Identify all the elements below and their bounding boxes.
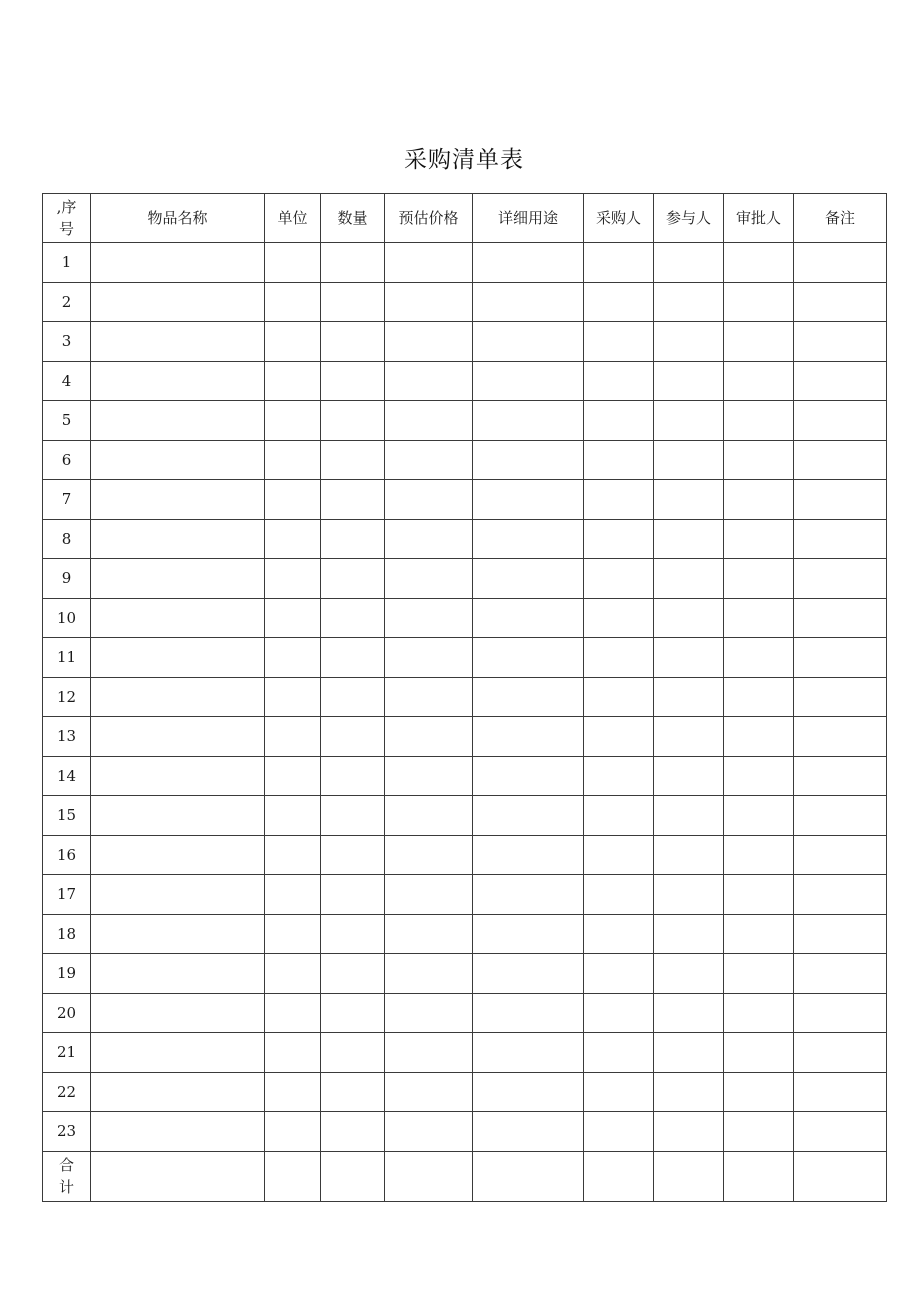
cell-approver[interactable] (724, 1112, 794, 1152)
cell-quantity[interactable] (321, 677, 385, 717)
cell-purpose[interactable] (473, 282, 584, 322)
cell-item-name[interactable] (91, 480, 265, 520)
cell-unit[interactable] (265, 954, 321, 994)
cell-remarks[interactable] (794, 756, 887, 796)
cell-participant[interactable] (654, 835, 724, 875)
cell-unit[interactable] (265, 1072, 321, 1112)
row-serial-number: 11 (43, 638, 91, 678)
table-row (43, 717, 887, 757)
table-row (43, 954, 887, 994)
cell-estimated-price[interactable] (385, 401, 473, 441)
table-body (43, 243, 887, 1202)
cell-participant[interactable] (654, 914, 724, 954)
cell-purpose[interactable] (473, 401, 584, 441)
cell-quantity[interactable] (321, 954, 385, 994)
row-serial-number: 5 (43, 401, 91, 441)
cell-purchaser[interactable] (584, 519, 654, 559)
cell-purpose[interactable] (473, 243, 584, 283)
cell-purpose[interactable] (473, 1033, 584, 1073)
cell-unit[interactable] (265, 519, 321, 559)
table-row (43, 1112, 887, 1152)
cell-purchaser[interactable] (584, 1072, 654, 1112)
cell-remarks[interactable] (794, 361, 887, 401)
cell-unit[interactable] (265, 1112, 321, 1152)
cell-estimated-price[interactable] (385, 519, 473, 559)
cell-remarks[interactable] (794, 1072, 887, 1112)
cell-unit[interactable] (265, 717, 321, 757)
cell-approver[interactable] (724, 598, 794, 638)
cell-quantity[interactable] (321, 638, 385, 678)
cell-purchaser[interactable] (584, 796, 654, 836)
cell-quantity[interactable] (321, 401, 385, 441)
cell-remarks[interactable] (794, 322, 887, 362)
cell-estimated-price[interactable] (385, 243, 473, 283)
cell-estimated-price[interactable] (385, 480, 473, 520)
table-row (43, 835, 887, 875)
cell-purpose[interactable] (473, 875, 584, 915)
cell-remarks[interactable] (794, 282, 887, 322)
cell-remarks[interactable] (794, 717, 887, 757)
cell-approver[interactable] (724, 559, 794, 599)
total-row (43, 1151, 887, 1201)
cell-quantity[interactable] (321, 914, 385, 954)
table-row (43, 756, 887, 796)
cell-estimated-price[interactable] (385, 1112, 473, 1152)
row-serial-number: 23 (43, 1112, 91, 1152)
cell-purpose[interactable] (473, 914, 584, 954)
cell-estimated-price[interactable] (385, 875, 473, 915)
cell-estimated-price[interactable] (385, 677, 473, 717)
cell-item-name[interactable] (91, 954, 265, 994)
cell-quantity[interactable] (321, 440, 385, 480)
cell-purpose[interactable] (473, 519, 584, 559)
cell-approver[interactable] (724, 401, 794, 441)
cell-remarks[interactable] (794, 835, 887, 875)
cell-purchaser[interactable] (584, 1033, 654, 1073)
cell-approver[interactable] (724, 519, 794, 559)
cell-estimated-price[interactable] (385, 756, 473, 796)
cell-remarks[interactable] (794, 1112, 887, 1152)
row-serial-number: 22 (43, 1072, 91, 1112)
cell-participant[interactable] (654, 440, 724, 480)
cell-unit[interactable] (265, 559, 321, 599)
cell-purpose[interactable] (473, 480, 584, 520)
cell-purchaser[interactable] (584, 598, 654, 638)
cell-item-name[interactable] (91, 282, 265, 322)
cell-unit[interactable] (265, 638, 321, 678)
cell-estimated-price[interactable] (385, 717, 473, 757)
cell-participant[interactable] (654, 361, 724, 401)
cell-estimated-price[interactable] (385, 361, 473, 401)
cell-purchaser[interactable] (584, 440, 654, 480)
cell-remarks[interactable] (794, 677, 887, 717)
cell-unit[interactable] (265, 835, 321, 875)
cell-participant[interactable] (654, 480, 724, 520)
total-cell-remarks[interactable] (794, 1151, 887, 1201)
cell-item-name[interactable] (91, 914, 265, 954)
cell-participant[interactable] (654, 282, 724, 322)
cell-purpose[interactable] (473, 993, 584, 1033)
cell-purchaser[interactable] (584, 954, 654, 994)
cell-purpose[interactable] (473, 361, 584, 401)
cell-item-name[interactable] (91, 796, 265, 836)
cell-unit[interactable] (265, 243, 321, 283)
cell-remarks[interactable] (794, 875, 887, 915)
cell-purpose[interactable] (473, 559, 584, 599)
cell-participant[interactable] (654, 559, 724, 599)
cell-quantity[interactable] (321, 282, 385, 322)
header-approver: 审批人 (724, 194, 794, 243)
cell-approver[interactable] (724, 717, 794, 757)
cell-purchaser[interactable] (584, 756, 654, 796)
cell-item-name[interactable] (91, 835, 265, 875)
cell-quantity[interactable] (321, 519, 385, 559)
header-quantity: 数量 (321, 194, 385, 243)
cell-remarks[interactable] (794, 598, 887, 638)
cell-item-name[interactable] (91, 638, 265, 678)
row-serial-number: 12 (43, 677, 91, 717)
cell-item-name[interactable] (91, 243, 265, 283)
page-title: 采购清单表 (404, 147, 524, 173)
cell-approver[interactable] (724, 954, 794, 994)
table-row (43, 243, 887, 283)
cell-participant[interactable] (654, 875, 724, 915)
cell-remarks[interactable] (794, 993, 887, 1033)
row-serial-number: 16 (43, 835, 91, 875)
cell-unit[interactable] (265, 875, 321, 915)
cell-estimated-price[interactable] (385, 559, 473, 599)
cell-unit[interactable] (265, 440, 321, 480)
cell-purpose[interactable] (473, 756, 584, 796)
cell-approver[interactable] (724, 796, 794, 836)
total-cell-item-name[interactable] (91, 1151, 265, 1201)
cell-estimated-price[interactable] (385, 638, 473, 678)
cell-approver[interactable] (724, 282, 794, 322)
row-serial-number: 3 (43, 322, 91, 362)
cell-remarks[interactable] (794, 440, 887, 480)
cell-remarks[interactable] (794, 1033, 887, 1073)
cell-quantity[interactable] (321, 717, 385, 757)
cell-quantity[interactable] (321, 559, 385, 599)
table-row (43, 638, 887, 678)
header-estimated-price: 预估价格 (385, 194, 473, 243)
row-serial-number: 6 (43, 440, 91, 480)
cell-approver[interactable] (724, 480, 794, 520)
total-label-text: 合计 (58, 1156, 74, 1196)
cell-estimated-price[interactable] (385, 322, 473, 362)
row-serial-number: 10 (43, 598, 91, 638)
cell-approver[interactable] (724, 914, 794, 954)
table-row (43, 322, 887, 362)
cell-participant[interactable] (654, 1072, 724, 1112)
cell-unit[interactable] (265, 914, 321, 954)
cell-purchaser[interactable] (584, 282, 654, 322)
table-row (43, 993, 887, 1033)
cell-purchaser[interactable] (584, 559, 654, 599)
cell-participant[interactable] (654, 322, 724, 362)
cell-purchaser[interactable] (584, 638, 654, 678)
cell-participant[interactable] (654, 638, 724, 678)
cell-participant[interactable] (654, 1033, 724, 1073)
cell-estimated-price[interactable] (385, 835, 473, 875)
row-serial-number: 2 (43, 282, 91, 322)
cell-unit[interactable] (265, 756, 321, 796)
total-cell-quantity[interactable] (321, 1151, 385, 1201)
row-serial-number: 8 (43, 519, 91, 559)
cell-approver[interactable] (724, 756, 794, 796)
cell-quantity[interactable] (321, 756, 385, 796)
header-unit: 单位 (265, 194, 321, 243)
row-serial-number: 14 (43, 756, 91, 796)
cell-approver[interactable] (724, 993, 794, 1033)
cell-item-name[interactable] (91, 1033, 265, 1073)
cell-purpose[interactable] (473, 717, 584, 757)
cell-remarks[interactable] (794, 914, 887, 954)
cell-participant[interactable] (654, 717, 724, 757)
cell-quantity[interactable] (321, 875, 385, 915)
cell-purchaser[interactable] (584, 1112, 654, 1152)
cell-participant[interactable] (654, 243, 724, 283)
cell-estimated-price[interactable] (385, 993, 473, 1033)
cell-estimated-price[interactable] (385, 954, 473, 994)
cell-unit[interactable] (265, 993, 321, 1033)
cell-quantity[interactable] (321, 796, 385, 836)
cell-purpose[interactable] (473, 1112, 584, 1152)
cell-approver[interactable] (724, 440, 794, 480)
cell-estimated-price[interactable] (385, 598, 473, 638)
cell-approver[interactable] (724, 1072, 794, 1112)
cell-quantity[interactable] (321, 1112, 385, 1152)
cell-participant[interactable] (654, 598, 724, 638)
cell-quantity[interactable] (321, 993, 385, 1033)
cell-remarks[interactable] (794, 796, 887, 836)
cell-purpose[interactable] (473, 598, 584, 638)
table-row (43, 914, 887, 954)
cell-purchaser[interactable] (584, 677, 654, 717)
cell-approver[interactable] (724, 835, 794, 875)
cell-approver[interactable] (724, 322, 794, 362)
cell-quantity[interactable] (321, 1072, 385, 1112)
table-row (43, 559, 887, 599)
cell-item-name[interactable] (91, 1072, 265, 1112)
cell-participant[interactable] (654, 756, 724, 796)
cell-estimated-price[interactable] (385, 1033, 473, 1073)
cell-unit[interactable] (265, 598, 321, 638)
table-row (43, 440, 887, 480)
cell-item-name[interactable] (91, 875, 265, 915)
cell-item-name[interactable] (91, 756, 265, 796)
cell-participant[interactable] (654, 796, 724, 836)
row-serial-number: 17 (43, 875, 91, 915)
cell-unit[interactable] (265, 282, 321, 322)
header-row (43, 194, 887, 243)
cell-purpose[interactable] (473, 796, 584, 836)
cell-participant[interactable] (654, 401, 724, 441)
cell-remarks[interactable] (794, 243, 887, 283)
cell-unit[interactable] (265, 401, 321, 441)
cell-unit[interactable] (265, 480, 321, 520)
table-row (43, 875, 887, 915)
cell-remarks[interactable] (794, 954, 887, 994)
cell-approver[interactable] (724, 638, 794, 678)
header-item-name: 物品名称 (91, 194, 265, 243)
cell-purchaser[interactable] (584, 480, 654, 520)
cell-remarks[interactable] (794, 559, 887, 599)
header-purchaser: 采购人 (584, 194, 654, 243)
cell-estimated-price[interactable] (385, 914, 473, 954)
cell-purpose[interactable] (473, 1072, 584, 1112)
cell-approver[interactable] (724, 361, 794, 401)
cell-unit[interactable] (265, 677, 321, 717)
row-serial-number: 1 (43, 243, 91, 283)
cell-quantity[interactable] (321, 322, 385, 362)
header-remarks: 备注 (794, 194, 887, 243)
cell-item-name[interactable] (91, 677, 265, 717)
cell-item-name[interactable] (91, 322, 265, 362)
cell-quantity[interactable] (321, 361, 385, 401)
total-cell-purpose[interactable] (473, 1151, 584, 1201)
row-serial-number: 7 (43, 480, 91, 520)
cell-item-name[interactable] (91, 440, 265, 480)
table-row (43, 361, 887, 401)
cell-participant[interactable] (654, 993, 724, 1033)
cell-purchaser[interactable] (584, 717, 654, 757)
cell-participant[interactable] (654, 677, 724, 717)
cell-item-name[interactable] (91, 401, 265, 441)
cell-purchaser[interactable] (584, 361, 654, 401)
table-row (43, 480, 887, 520)
cell-item-name[interactable] (91, 717, 265, 757)
cell-item-name[interactable] (91, 361, 265, 401)
table-row (43, 796, 887, 836)
cell-purchaser[interactable] (584, 401, 654, 441)
table-row (43, 282, 887, 322)
row-serial-number: 20 (43, 993, 91, 1033)
cell-item-name[interactable] (91, 993, 265, 1033)
cell-purpose[interactable] (473, 835, 584, 875)
header-purpose: 详细用途 (473, 194, 584, 243)
row-serial-number: 4 (43, 361, 91, 401)
cell-quantity[interactable] (321, 598, 385, 638)
cell-estimated-price[interactable] (385, 282, 473, 322)
row-serial-number: 21 (43, 1033, 91, 1073)
total-cell-participant[interactable] (654, 1151, 724, 1201)
total-cell-unit[interactable] (265, 1151, 321, 1201)
table-row (43, 401, 887, 441)
cell-purpose[interactable] (473, 954, 584, 994)
table-row (43, 598, 887, 638)
cell-item-name[interactable] (91, 1112, 265, 1152)
cell-item-name[interactable] (91, 598, 265, 638)
cell-estimated-price[interactable] (385, 440, 473, 480)
table-row (43, 1033, 887, 1073)
cell-remarks[interactable] (794, 519, 887, 559)
total-label (43, 1151, 91, 1201)
cell-purchaser[interactable] (584, 875, 654, 915)
cell-approver[interactable] (724, 243, 794, 283)
cell-remarks[interactable] (794, 480, 887, 520)
header-participant: 参与人 (654, 194, 724, 243)
header-serial: ,序号 (43, 194, 91, 243)
row-serial-number: 19 (43, 954, 91, 994)
cell-unit[interactable] (265, 796, 321, 836)
cell-purchaser[interactable] (584, 914, 654, 954)
cell-participant[interactable] (654, 519, 724, 559)
table-row (43, 677, 887, 717)
cell-purchaser[interactable] (584, 243, 654, 283)
cell-quantity[interactable] (321, 1033, 385, 1073)
cell-unit[interactable] (265, 361, 321, 401)
cell-item-name[interactable] (91, 559, 265, 599)
row-serial-number: 9 (43, 559, 91, 599)
cell-quantity[interactable] (321, 480, 385, 520)
cell-quantity[interactable] (321, 835, 385, 875)
table-row (43, 519, 887, 559)
cell-purpose[interactable] (473, 677, 584, 717)
cell-estimated-price[interactable] (385, 1072, 473, 1112)
cell-remarks[interactable] (794, 638, 887, 678)
cell-estimated-price[interactable] (385, 796, 473, 836)
cell-purchaser[interactable] (584, 993, 654, 1033)
total-cell-approver[interactable] (724, 1151, 794, 1201)
cell-purpose[interactable] (473, 440, 584, 480)
cell-unit[interactable] (265, 322, 321, 362)
cell-quantity[interactable] (321, 243, 385, 283)
total-cell-purchaser[interactable] (584, 1151, 654, 1201)
cell-purchaser[interactable] (584, 322, 654, 362)
row-serial-number: 18 (43, 914, 91, 954)
cell-approver[interactable] (724, 677, 794, 717)
table-row (43, 1072, 887, 1112)
cell-item-name[interactable] (91, 519, 265, 559)
cell-purpose[interactable] (473, 638, 584, 678)
cell-approver[interactable] (724, 1033, 794, 1073)
cell-participant[interactable] (654, 1112, 724, 1152)
purchase-list-table (42, 193, 887, 1202)
cell-purpose[interactable] (473, 322, 584, 362)
cell-remarks[interactable] (794, 401, 887, 441)
total-cell-estimated-price[interactable] (385, 1151, 473, 1201)
cell-purchaser[interactable] (584, 835, 654, 875)
cell-participant[interactable] (654, 954, 724, 994)
row-serial-number: 13 (43, 717, 91, 757)
cell-unit[interactable] (265, 1033, 321, 1073)
row-serial-number: 15 (43, 796, 91, 836)
cell-approver[interactable] (724, 875, 794, 915)
